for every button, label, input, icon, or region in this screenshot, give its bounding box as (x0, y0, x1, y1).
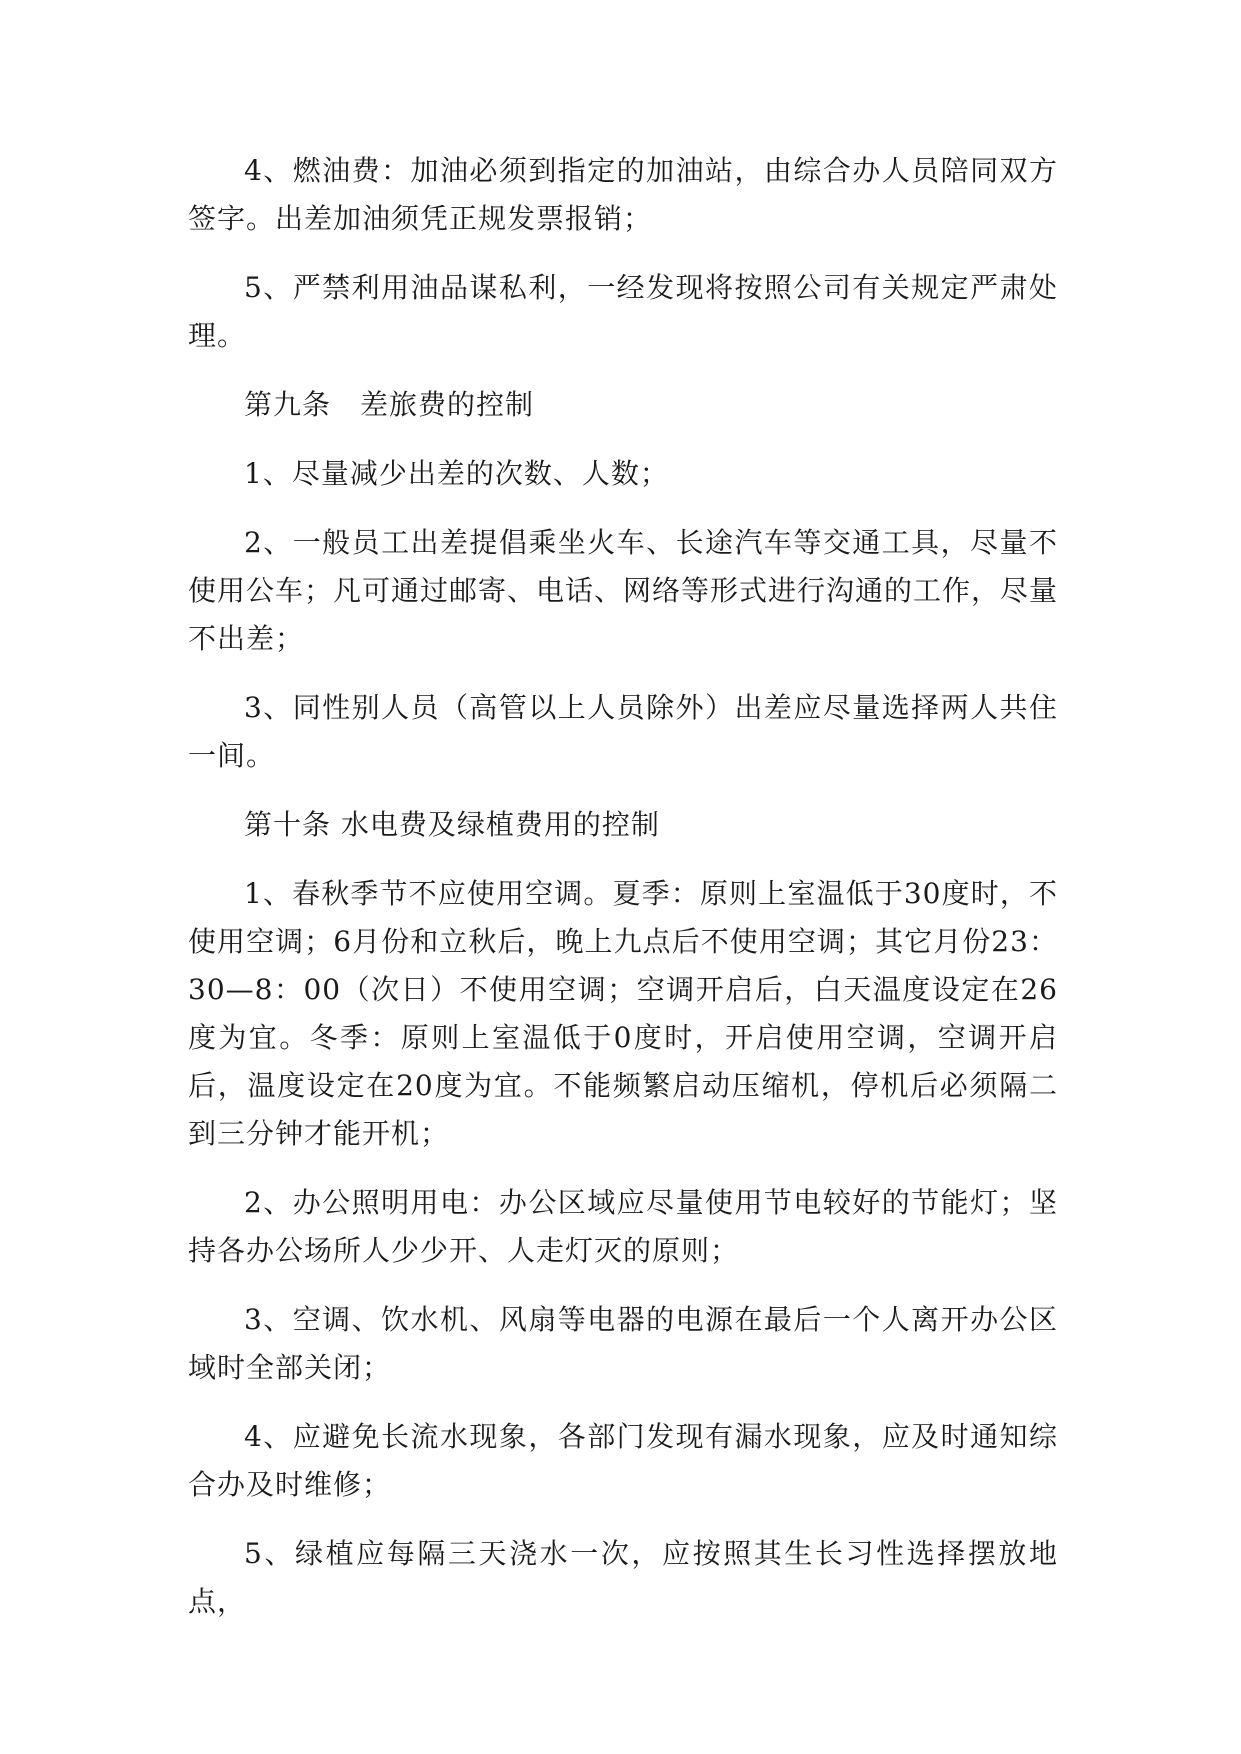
paragraph-utility-4: 4、应避免长流水现象，各部门发现有漏水现象，应及时通知综合办及时维修； (188, 1420, 1058, 1501)
paragraph-utility-3: 3、空调、饮水机、风扇等电器的电源在最后一个人离开办公区域时全部关闭； (188, 1303, 1058, 1384)
paragraph-travel-1: 1、尽量减少出差的次数、人数； (244, 457, 669, 490)
paragraph-fuel-misuse: 5、严禁利用油品谋私利，一经发现将按照公司有关规定严肃处理。 (188, 271, 1058, 352)
document-page (188, 147, 1058, 1647)
section-heading-article-9: 第九条 差旅费的控制 (244, 388, 535, 421)
paragraph-fuel-cost: 4、燃油费：加油必须到指定的加油站，由综合办人员陪同双方签字。出差加油须凭正规发票报销； (188, 154, 1058, 235)
paragraph-utility-2: 2、办公照明用电：办公区域应尽量使用节电较好的节能灯；坚持各办公场所人少少开、人走灯灭的原则； (188, 1186, 1058, 1267)
paragraph-utility-1: 1、春秋季节不应使用空调。夏季：原则上室温低于30度时，不使用空调；6月份和立秋后，晚上九点后不使用空调；其它月份23：30—8：00（次日）不使用空调；空调开启后，白天温度设定在26度为宜。冬季：原则上室温低于0度时，开启使用空调，空调开启后，温度设定在20度为宜。不能频繁启动压缩机，停机后必须隔二到三分钟才能开机； (188, 877, 1058, 1150)
paragraph-travel-3: 3、同性别人员（高管以上人员除外）出差应尽量选择两人共住一间。 (188, 691, 1058, 772)
section-heading-article-10: 第十条 水电费及绿植费用的控制 (244, 808, 660, 841)
paragraph-utility-5: 5、绿植应每隔三天浇水一次，应按照其生长习性选择摆放地点， (188, 1537, 1058, 1618)
paragraph-travel-2: 2、一般员工出差提倡乘坐火车、长途汽车等交通工具，尽量不使用公车；凡可通过邮寄、电话、网络等形式进行沟通的工作，尽量不出差； (188, 526, 1059, 655)
